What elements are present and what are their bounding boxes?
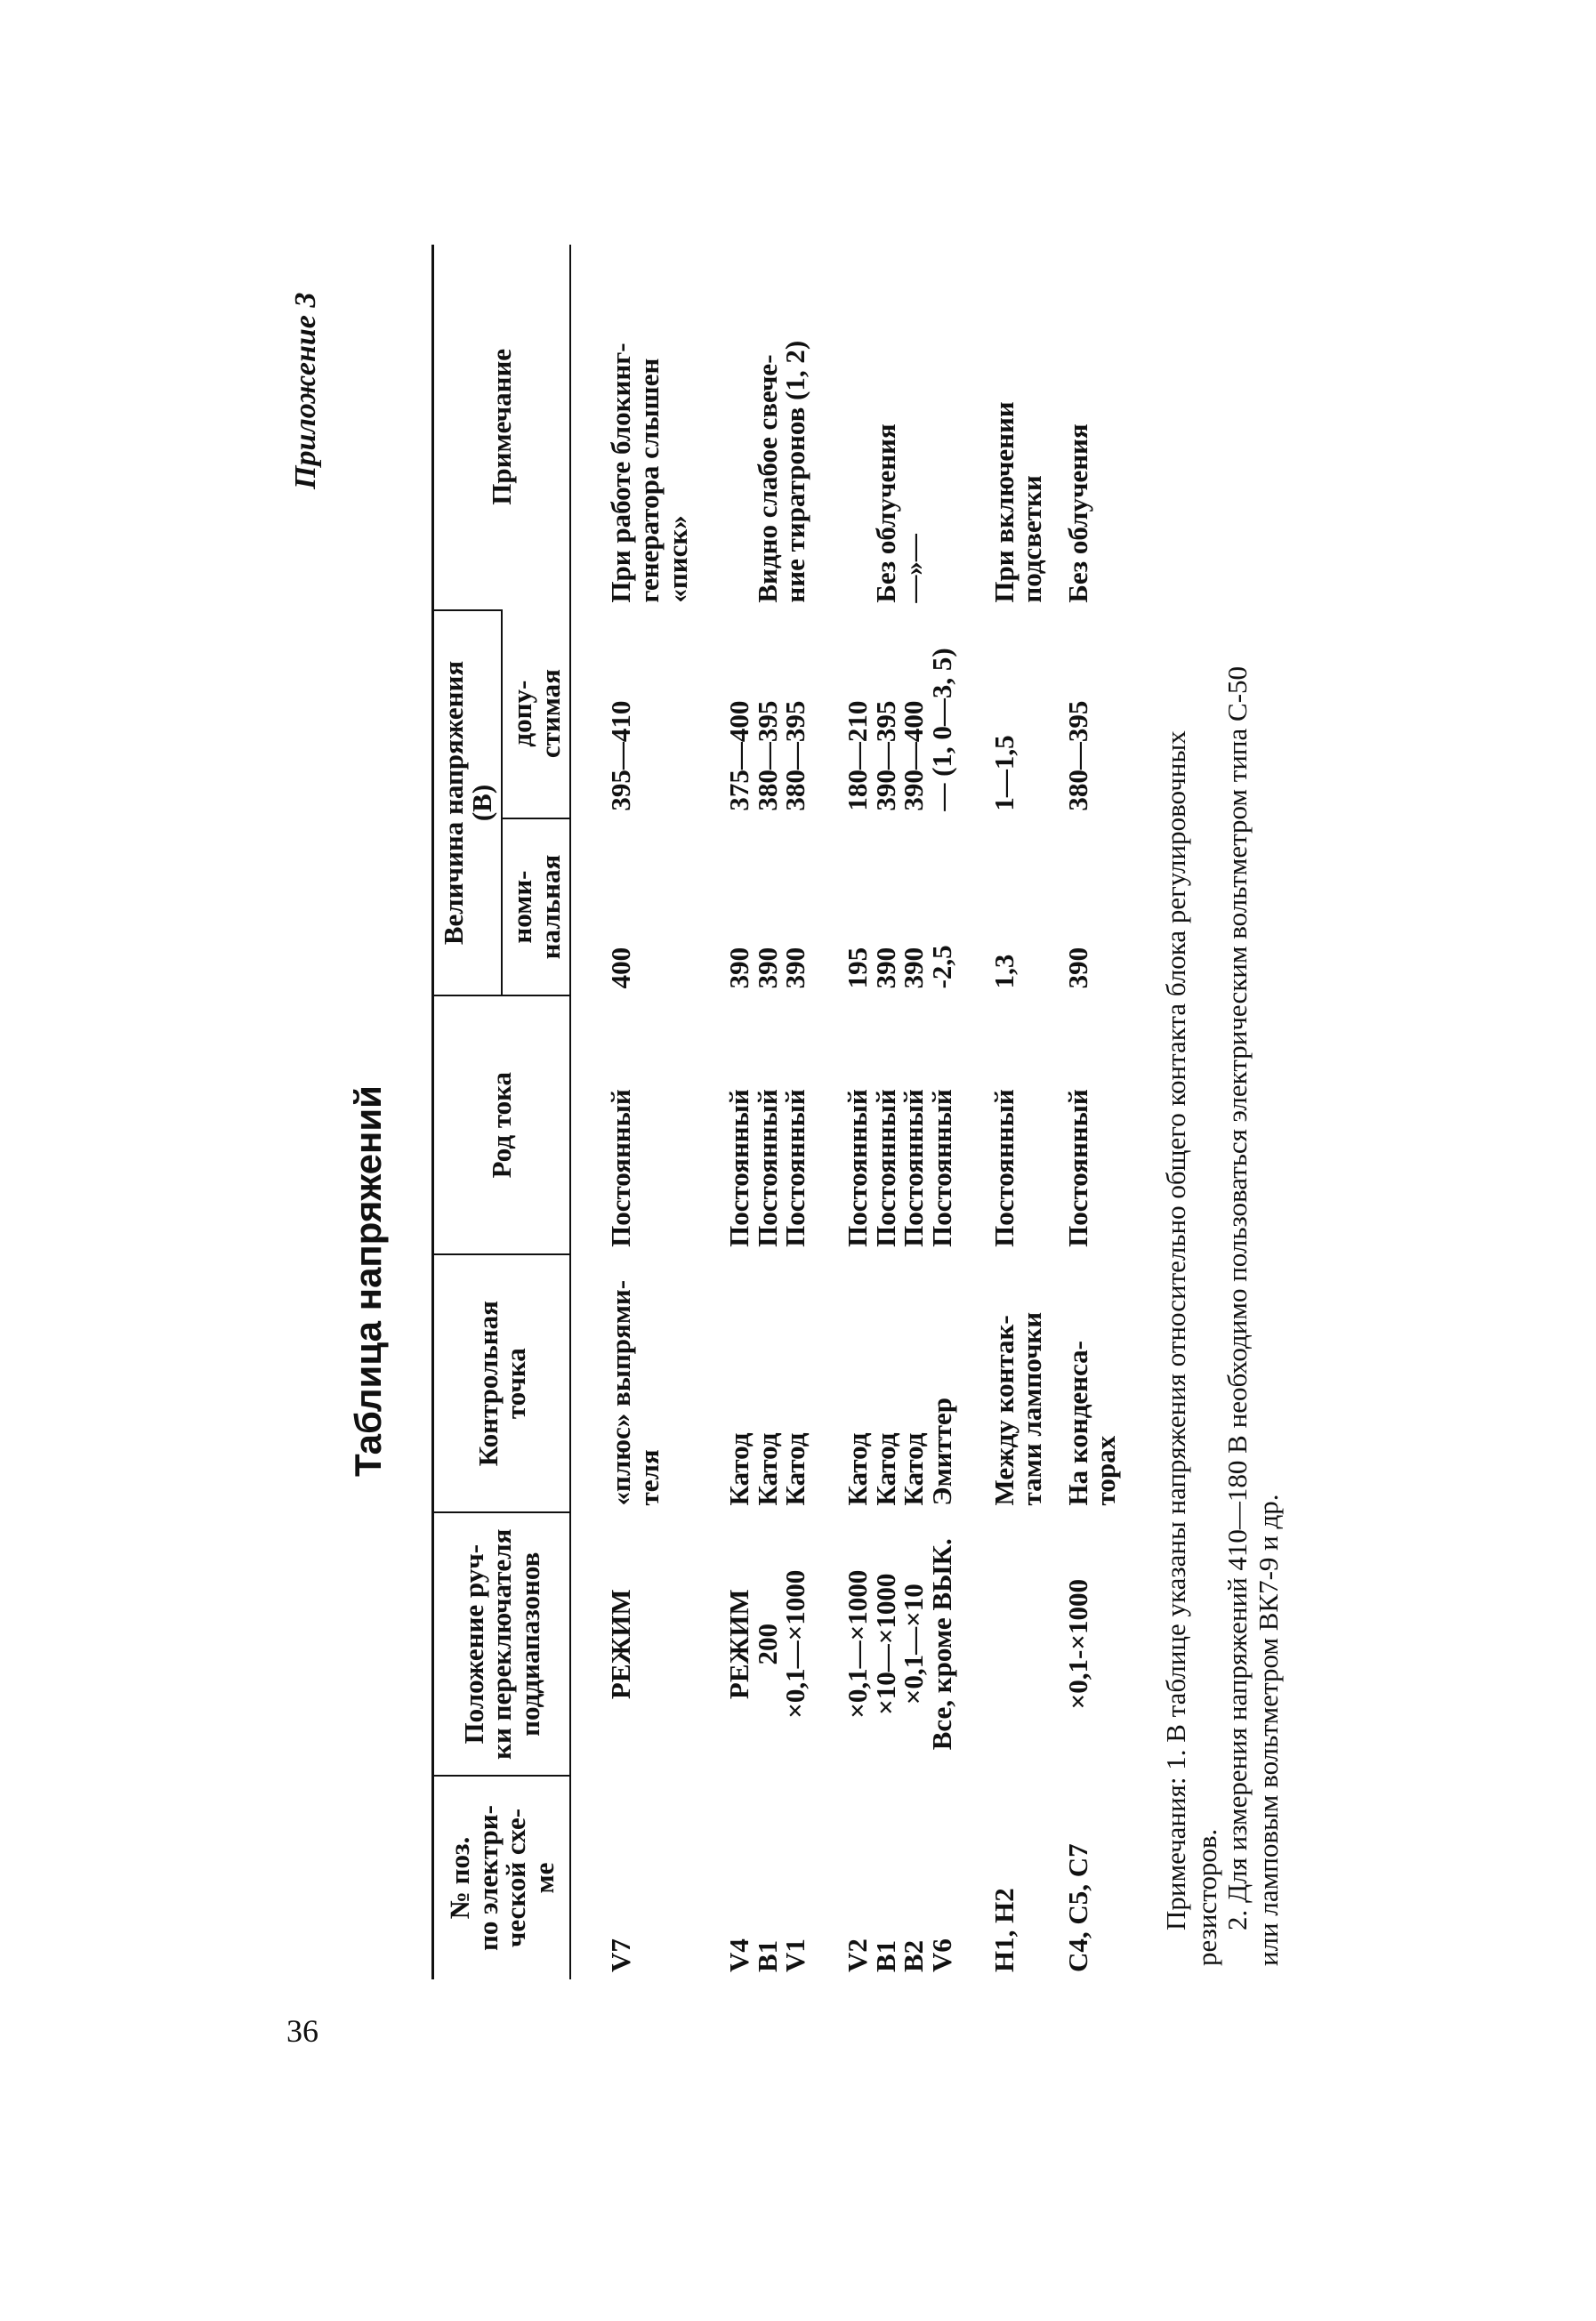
cell-control-point: На конденса- торах	[1061, 1341, 1122, 1506]
cell-position: ×0,1-×1000	[1061, 1579, 1093, 1710]
table-title: Таблица напряжений	[347, 1085, 389, 1478]
header-current-type: Род тока	[433, 995, 571, 1254]
cell-note: Без облучения —»—	[869, 423, 930, 603]
cell-nominal: 390 390 390	[723, 947, 811, 989]
cell-nominal: 1,3	[987, 954, 1020, 989]
cell-permissible: 395—410	[605, 700, 637, 811]
table-row	[1046, 245, 1120, 1979]
cell-nominal: 390	[1061, 947, 1093, 989]
cell-current-type: Постоянный	[605, 1089, 637, 1247]
rotated-content	[191, 160, 1423, 2153]
footnote-line: 2. Для измерения напряжений 410—180 В необходимо пользоваться электрическим вольтметром типа С-50	[1221, 665, 1253, 1930]
cell-position: РЕЖИМ 200 ×0,1—×1000	[723, 1569, 811, 1719]
header-nominal: номи- нальная	[502, 818, 570, 996]
cell-nominal: 195 390 390 -2,5	[842, 945, 957, 989]
voltage-table	[431, 245, 1120, 1979]
cell-position: ×0,1—×1000 ×10—×1000 ×0,1—×10 Все, кроме ВЫК.	[842, 1538, 957, 1751]
cell-position	[956, 1512, 1046, 1776]
header-position: Положение руч- ки переключателя поддиапазонов	[433, 1512, 571, 1776]
cell-current-type: Постоянный Постоянный Постоянный	[723, 1089, 811, 1247]
cell-position: РЕЖИМ	[605, 1589, 637, 1700]
footnote-line: или ламповым вольтметром ВК7-9 и др.	[1253, 1494, 1285, 1966]
cell-note: При включении подсветки	[987, 401, 1048, 603]
table-row	[570, 245, 691, 1979]
table-row	[810, 245, 955, 1979]
cell-nominal: 400	[605, 947, 637, 989]
cell-num: V7	[605, 1938, 637, 1972]
cell-note: При работе блокинг- генератора слышен «писк»	[605, 343, 693, 603]
cell-control-point: Между контак- тами лампочки	[987, 1311, 1048, 1506]
table-row	[956, 245, 1046, 1979]
cell-control-point: Катод Катод Катод Эмиттер	[842, 1397, 957, 1506]
cell-current-type: Постоянный	[987, 1089, 1020, 1247]
cell-permissible: 180—210 390—395 390—400 — (1, 0—3, 5)	[842, 648, 957, 811]
header-note: Примечание	[433, 245, 571, 610]
footnote-line: Примечания: 1. В таблице указаны напряжения относительно общего контакта блока регулировочных	[1160, 730, 1191, 1930]
cell-permissible: 380—395	[1061, 700, 1093, 811]
cell-control-point: Катод Катод Катод	[723, 1432, 811, 1506]
header-permissible: допу- стимая	[502, 610, 570, 818]
cell-note: Видно слабое свече- ние тиратронов (1, 2)	[751, 340, 811, 603]
cell-permissible: 375—400 380—395 380—395	[723, 700, 811, 811]
cell-permissible: 1—1,5	[987, 735, 1020, 811]
cell-num: V2 B1 B2 V6	[842, 1938, 957, 1972]
footnote-line: резисторов.	[1190, 1828, 1222, 1966]
header-num: № поз. по электри- ческой схе- ме	[433, 1776, 571, 1979]
footnotes	[1161, 276, 1285, 1966]
cell-control-point: «плюс» выпрями- теля	[605, 1279, 665, 1506]
appendix-label: Приложение 3	[289, 292, 322, 489]
header-voltage: Величина напряжения (В)	[433, 610, 503, 996]
header-control-point: Контрольная точка	[433, 1254, 571, 1513]
cell-num: H1, H2	[987, 1888, 1020, 1972]
cell-current-type: Постоянный	[1061, 1089, 1093, 1247]
cell-current-type: Постоянный Постоянный Постоянный Постоянный	[842, 1089, 957, 1247]
page-number: 36	[286, 2013, 318, 2049]
cell-note: Без облучения	[1061, 423, 1093, 603]
cell-num: V4 B1 V1	[723, 1938, 811, 1972]
cell-num: C4, C5, C7	[1061, 1843, 1093, 1972]
table-row	[691, 245, 810, 1979]
